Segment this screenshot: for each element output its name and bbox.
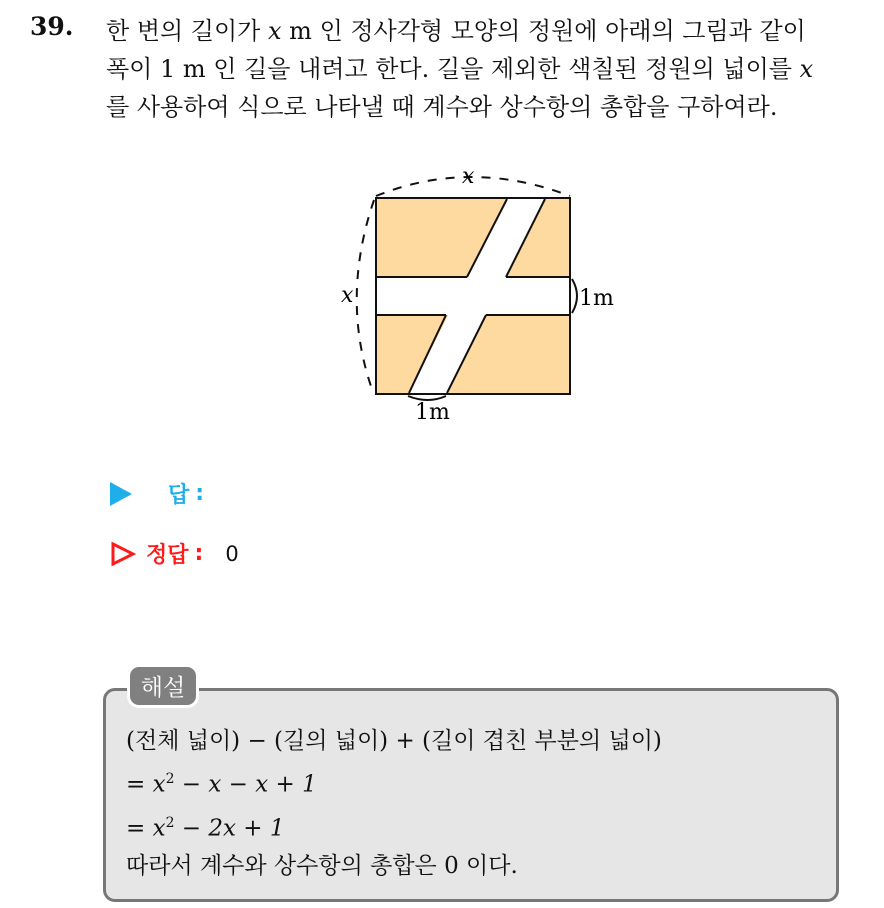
- eq2-rest: − 2x + 1: [174, 815, 285, 842]
- explanation-line-2: [126, 760, 662, 804]
- garden-figure: [330, 160, 650, 430]
- question-line-3-a: 를 사용하여 식으로 나타낼 때 계수와 상수항의 총합을 구하여라.: [106, 93, 778, 121]
- question-line-2: [106, 50, 876, 88]
- answer-label: 답: [168, 483, 190, 508]
- question-line-2-a: 폭이 1 m 인 길을 내려고 한다. 길을 제외한 색칠된 정원의 넓이를: [106, 55, 800, 83]
- explanation-tag: 해설: [127, 664, 199, 708]
- question-line-3: [106, 88, 876, 126]
- correct-answer-colon: :: [194, 541, 204, 566]
- question-number: 39.: [30, 12, 74, 41]
- explanation-line-1: (전체 넓이) − (길의 넓이) + (길이 겹친 부분의 넓이): [126, 728, 662, 754]
- road-width-label-right: 1m: [579, 286, 614, 311]
- question-line-2-var: x: [799, 55, 814, 83]
- correct-answer-label: 정답: [146, 543, 189, 568]
- answer-row: [110, 478, 204, 509]
- eq-exponent: 2: [165, 771, 175, 787]
- question-line-1-b: m 인 정사각형 모양의 정원에 아래의 그림과 같이: [281, 17, 806, 45]
- play-outline-icon: [110, 541, 136, 567]
- eq2-var: x: [152, 815, 166, 842]
- question-line-1-a: 한 변의 길이가: [106, 17, 268, 45]
- explanation-line-4: 따라서 계수와 상수항의 총합은 0 이다.: [126, 853, 518, 880]
- left-x-label: x: [341, 283, 354, 308]
- eq-var: x: [152, 771, 166, 798]
- question-line-1: [106, 12, 876, 50]
- eq-prefix: =: [126, 771, 153, 798]
- question-text: [106, 12, 876, 126]
- top-x-label: x: [462, 164, 475, 189]
- explanation-lines: [126, 722, 662, 885]
- eq2-exponent: 2: [165, 814, 175, 831]
- eq-rest: − x − x + 1: [174, 771, 317, 798]
- answer-colon: :: [195, 481, 205, 506]
- eq2-prefix: =: [126, 815, 153, 842]
- correct-answer-row: [110, 538, 239, 569]
- play-icon: [110, 482, 132, 506]
- explanation-line-3: [126, 804, 662, 848]
- question-line-1-var: x: [268, 17, 282, 45]
- correct-answer-value: 0: [225, 541, 239, 566]
- road-width-label-bottom: 1m: [415, 400, 450, 425]
